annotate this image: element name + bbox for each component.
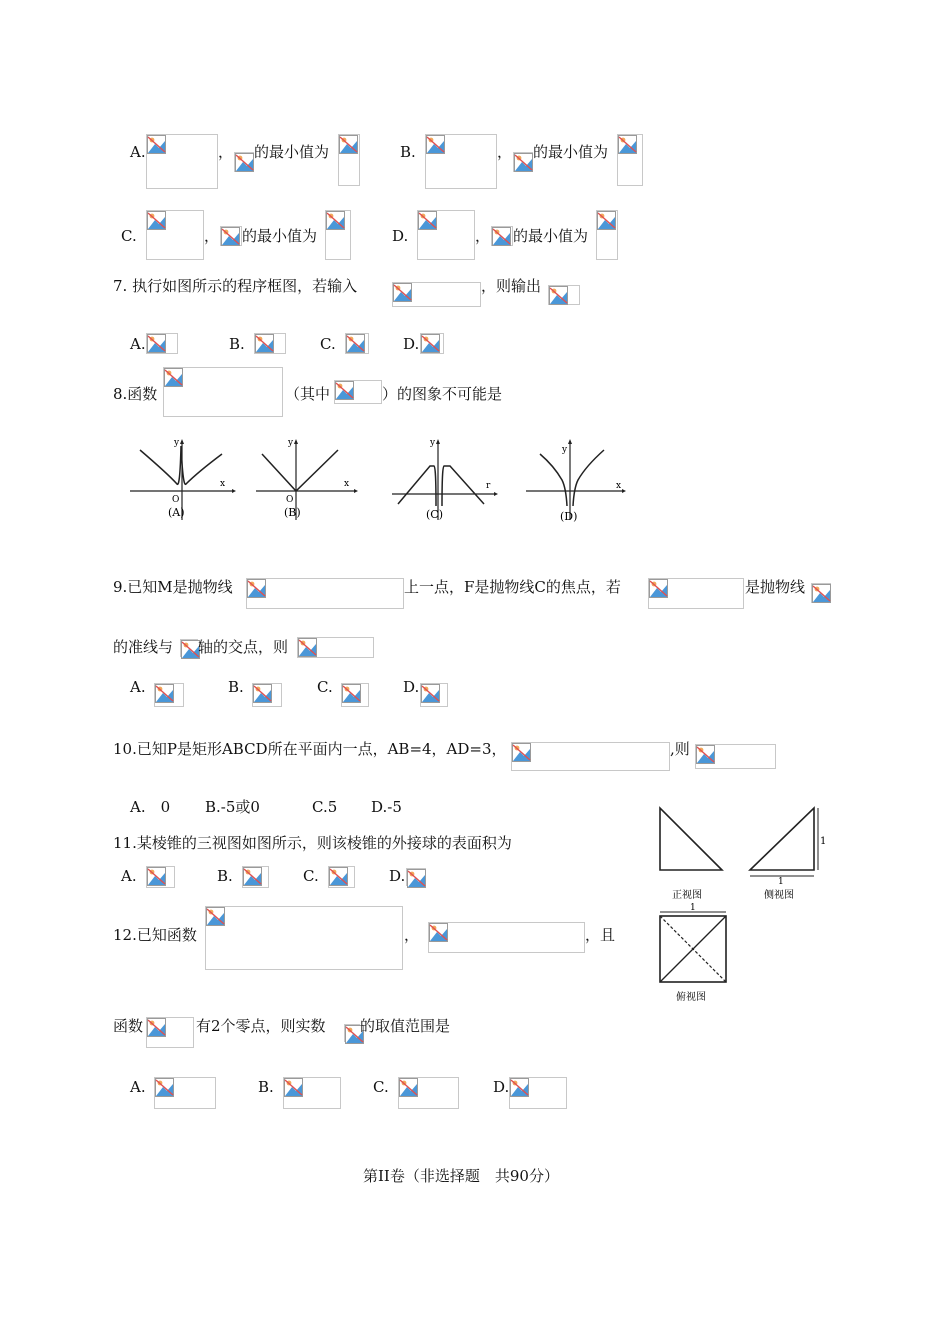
formula-image — [398, 1077, 459, 1109]
formula-image — [811, 583, 831, 603]
y-axis-label: y — [174, 438, 180, 448]
q8-graph-b — [254, 436, 364, 524]
q6-option-a-text: 的最小值为 — [254, 143, 330, 161]
formula-image — [325, 210, 351, 260]
q6-option-c-label: C. — [121, 227, 137, 245]
q11-stem: 11.某棱锥的三视图如图所示，则该棱锥的外接球的表面积为 — [113, 834, 512, 852]
broken-image-icon — [335, 381, 354, 400]
q11-option-a-label: A. — [121, 867, 137, 885]
q9-stem-3: 是抛物线 — [745, 578, 806, 596]
formula-image — [254, 333, 286, 354]
formula-image — [341, 683, 369, 707]
broken-image-icon — [421, 334, 440, 353]
q6-option-d-text: 的最小值为 — [513, 227, 589, 245]
broken-image-icon — [221, 227, 240, 246]
broken-image-icon — [147, 1018, 166, 1037]
formula-image — [146, 210, 204, 260]
q9-option-b-label: B. — [228, 678, 244, 696]
comma: ， — [218, 143, 234, 161]
broken-image-icon — [418, 211, 437, 230]
formula-image — [146, 333, 178, 354]
q10-option-a: A. 0 — [130, 798, 171, 816]
formula-image — [513, 152, 533, 172]
broken-image-icon — [512, 743, 531, 762]
q12-option-d-label: D. — [493, 1078, 510, 1096]
broken-image-icon — [155, 1078, 174, 1097]
graph-label: (B) — [284, 506, 301, 519]
formula-image — [509, 1077, 567, 1109]
q12-option-a-label: A. — [130, 1078, 146, 1096]
q7-stem-2: ，则输出 — [481, 277, 542, 295]
formula-image — [617, 134, 643, 186]
x-axis-label: r — [486, 481, 491, 491]
q9-option-c-label: C. — [317, 678, 333, 696]
broken-image-icon — [147, 135, 166, 154]
side-dim-label: 1 — [820, 836, 827, 847]
broken-image-icon — [514, 153, 533, 172]
q6-option-c-text: 的最小值为 — [242, 227, 318, 245]
formula-image — [146, 134, 218, 189]
formula-image — [146, 866, 175, 888]
formula-image — [338, 134, 360, 186]
broken-image-icon — [253, 684, 272, 703]
q9-option-a-label: A. — [130, 678, 146, 696]
q9-option-d-label: D. — [403, 678, 420, 696]
q10-option-b: B.-5或0 — [205, 798, 260, 816]
broken-image-icon — [549, 286, 568, 305]
broken-image-icon — [339, 135, 358, 154]
q10-stem: 10.已知P是矩形ABCD所在平面内一点，AB=4，AD=3， — [113, 740, 507, 758]
q10-option-c: C.5 — [312, 798, 338, 816]
broken-image-icon — [492, 227, 511, 246]
q12-option-b-label: B. — [258, 1078, 274, 1096]
formula-image — [146, 1017, 194, 1048]
q7-stem: 7. 执行如图所示的程序框图，若输入 — [113, 277, 358, 295]
broken-image-icon — [147, 211, 166, 230]
broken-image-icon — [597, 211, 616, 230]
q8-graph-a — [128, 436, 238, 524]
q10-option-d: D.-5 — [371, 798, 402, 816]
side-view-caption: 侧视图 — [764, 890, 794, 901]
formula-image — [283, 1077, 341, 1109]
broken-image-icon — [164, 368, 183, 387]
formula-image — [344, 1024, 360, 1042]
q7-option-c-label: C. — [320, 335, 336, 353]
broken-image-icon — [235, 153, 254, 172]
broken-image-icon — [649, 579, 668, 598]
q6-option-b-text: 的最小值为 — [533, 143, 609, 161]
front-view-caption: 正视图 — [672, 890, 702, 901]
q11-option-c-label: C. — [303, 867, 319, 885]
three-view-figure — [650, 800, 830, 1010]
formula-image — [205, 906, 403, 970]
broken-image-icon — [696, 745, 715, 764]
formula-image — [425, 134, 497, 189]
y-axis-label: y — [288, 438, 294, 448]
formula-image — [417, 210, 475, 260]
formula-image — [297, 637, 374, 658]
comma: ， — [497, 143, 513, 161]
q8-stem: 8.函数 — [113, 385, 158, 403]
q11-option-d-label: D. — [389, 867, 406, 885]
broken-image-icon — [407, 869, 426, 888]
formula-image — [220, 226, 242, 246]
x-axis-label: x — [220, 479, 226, 489]
formula-image — [695, 744, 776, 769]
broken-image-icon — [812, 584, 831, 603]
x-axis-label: x — [344, 479, 350, 489]
q6-option-a-label: A. — [130, 143, 146, 161]
formula-image — [420, 333, 444, 354]
q10-stem-2: ,则 — [670, 740, 690, 758]
y-axis-label: y — [430, 438, 436, 448]
broken-image-icon — [618, 135, 637, 154]
broken-image-icon — [342, 684, 361, 703]
q12-stem-2: ，且 — [585, 926, 616, 944]
q7-option-d-label: D. — [403, 335, 420, 353]
broken-image-icon — [155, 684, 174, 703]
q12-line-2: 函数 — [113, 1017, 144, 1035]
broken-image-icon — [393, 283, 412, 302]
broken-image-icon — [206, 907, 225, 926]
q8-graph-c — [390, 436, 502, 524]
formula-image — [154, 683, 184, 707]
comma: ， — [475, 227, 491, 245]
broken-image-icon — [247, 579, 266, 598]
q6-option-b-label: B. — [400, 143, 416, 161]
broken-image-icon — [298, 638, 317, 657]
broken-image-icon — [147, 334, 166, 353]
formula-image — [648, 578, 744, 609]
x-axis-label: x — [616, 481, 622, 491]
graph-label: (C) — [426, 508, 443, 521]
graph-label: (A) — [168, 506, 185, 519]
broken-image-icon — [243, 867, 262, 886]
q7-option-b-label: B. — [229, 335, 245, 353]
broken-image-icon — [326, 211, 345, 230]
broken-image-icon — [399, 1078, 418, 1097]
formula-image — [180, 639, 198, 657]
formula-image — [234, 152, 254, 172]
origin-label: O — [286, 495, 294, 505]
formula-image — [406, 868, 426, 886]
formula-image — [163, 367, 283, 417]
comma: ， — [204, 227, 220, 245]
formula-image — [491, 226, 513, 246]
formula-image — [420, 683, 448, 707]
broken-image-icon — [510, 1078, 529, 1097]
q11-option-b-label: B. — [217, 867, 233, 885]
formula-image — [242, 866, 269, 888]
q8-stem-3: ）的图象不可能是 — [382, 385, 503, 403]
q9-stem-2: 上一点，F是抛物线C的焦点，若 — [404, 578, 621, 596]
q8-stem-2: （其中 — [285, 385, 331, 403]
formula-image — [328, 866, 355, 888]
formula-image — [345, 333, 369, 354]
formula-image — [548, 285, 580, 305]
side-bottom-dim-label: 1 — [778, 877, 784, 887]
broken-image-icon — [284, 1078, 303, 1097]
formula-image — [428, 922, 585, 953]
q9-line-2b: 轴的交点，则 — [198, 638, 289, 656]
broken-image-icon — [329, 867, 348, 886]
broken-image-icon — [429, 923, 448, 942]
broken-image-icon — [426, 135, 445, 154]
q12-line-2b: 有2个零点，则实数 — [196, 1017, 326, 1035]
q8-graph-d — [524, 436, 636, 524]
q12-line-2c: 的取值范围是 — [360, 1017, 451, 1035]
q6-option-d-label: D. — [392, 227, 409, 245]
q9-line-2: 的准线与 — [113, 638, 174, 656]
formula-image — [334, 380, 382, 404]
formula-image — [392, 282, 481, 307]
comma: ， — [404, 926, 420, 944]
broken-image-icon — [255, 334, 274, 353]
broken-image-icon — [421, 684, 440, 703]
formula-image — [154, 1077, 216, 1109]
top-view-caption: 俯视图 — [676, 992, 706, 1003]
q12-stem: 12.已知函数 — [113, 926, 197, 944]
formula-image — [596, 210, 618, 260]
q12-option-c-label: C. — [373, 1078, 389, 1096]
origin-label: O — [172, 495, 180, 505]
q9-stem: 9.已知M是抛物线 — [113, 578, 233, 596]
formula-image — [246, 578, 404, 609]
broken-image-icon — [346, 334, 365, 353]
formula-image — [252, 683, 282, 707]
y-axis-label: y — [562, 445, 568, 455]
top-dim-label: 1 — [690, 903, 696, 913]
section-title: 第II卷（非选择题 共90分） — [363, 1167, 559, 1185]
graph-label: (D) — [560, 510, 578, 523]
q7-option-a-label: A. — [130, 335, 146, 353]
broken-image-icon — [147, 867, 166, 886]
formula-image — [511, 742, 670, 771]
